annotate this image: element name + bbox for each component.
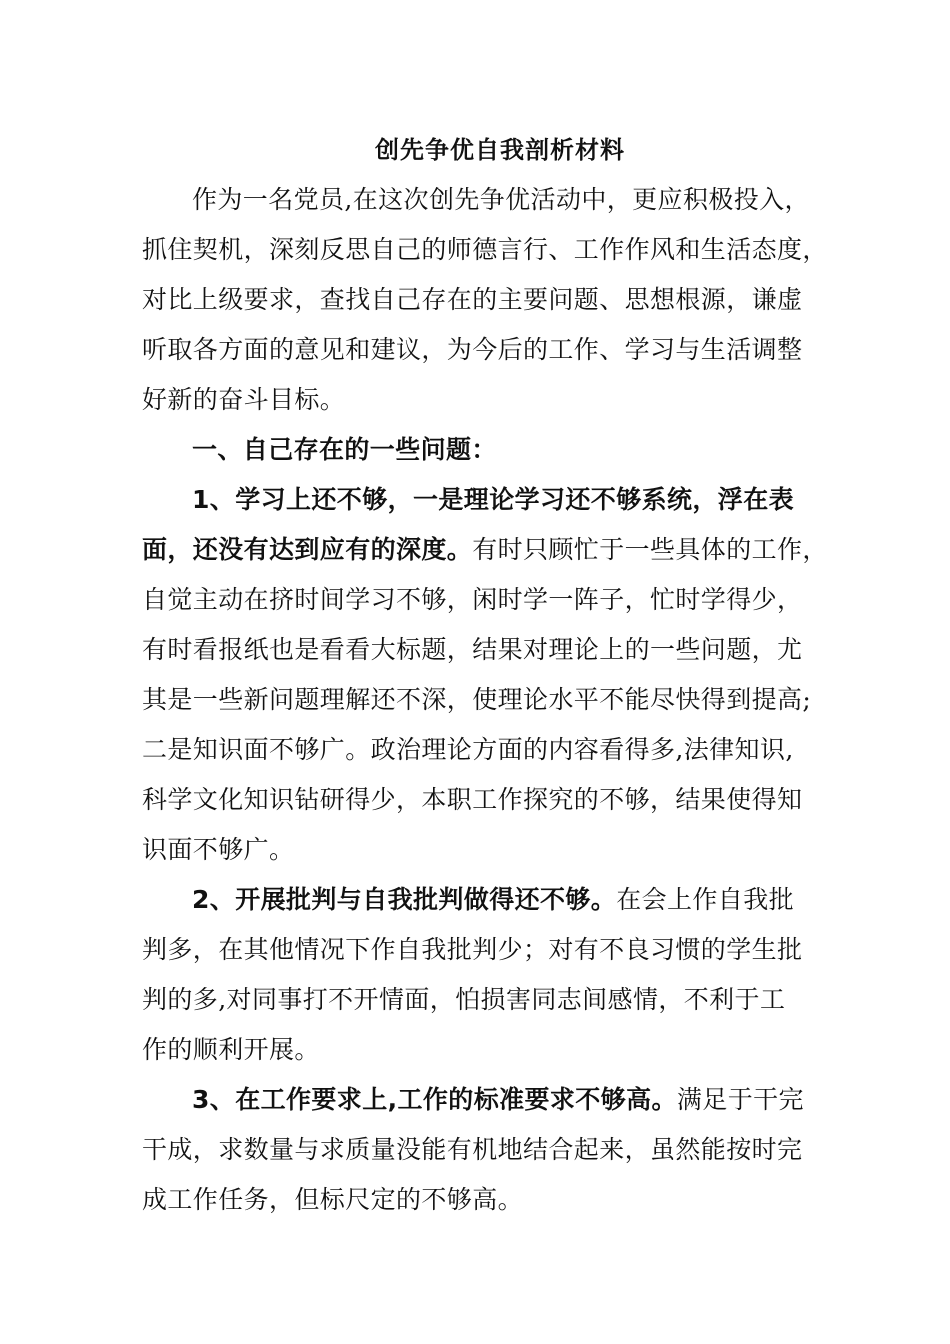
intro-line-3: 对比上级要求，查找自己存在的主要问题、思想根源，谦虚	[142, 285, 803, 314]
item1-line-7: 科学文化知识钻研得少，本职工作探究的不够，结果使得知	[142, 785, 803, 814]
item1-heading-line-2: 面，还没有达到应有的深度。	[142, 535, 473, 564]
item3-line-3: 成工作任务，但标尺定的不够高。	[142, 1185, 524, 1214]
intro-line-4: 听取各方面的意见和建议，为今后的工作、学习与生活调整	[142, 335, 803, 364]
item1-line-2-rest: 有时只顾忙于一些具体的工作，	[472, 535, 828, 564]
item2-line-2: 判多，在其他情况下作自我批判少；对有不良习惯的学生批	[142, 935, 803, 964]
item3-line-1	[192, 1083, 804, 1117]
document-title: 创先争优自我剖析材料	[375, 136, 625, 164]
item1-heading-line-1: 1、学习上还不够，一是理论学习还不够系统，浮在表	[192, 485, 794, 514]
item2-line-1-rest: 在会上作自我批	[616, 885, 795, 914]
item2-heading: 2、开展批判与自我批判做得还不够。	[192, 885, 617, 914]
item2-line-4: 作的顺利开展。	[142, 1035, 320, 1064]
item2-line-3: 判的多,对同事打不开情面，怕损害同志间感情，不利于工	[142, 985, 786, 1014]
section-heading: 一、自己存在的一些问题：	[192, 435, 497, 464]
item3-line-2: 干成，求数量与求质量没能有机地结合起来，虽然能按时完	[142, 1135, 803, 1164]
intro-line-5: 好新的奋斗目标。	[142, 385, 346, 414]
item1-line-2	[142, 533, 828, 567]
item1-line-5: 其是一些新问题理解还不深，使理论水平不能尽快得到提高;	[142, 685, 812, 714]
item1-line-6: 二是知识面不够广。政治理论方面的内容看得多,法律知识,	[142, 735, 794, 764]
item1-line-3: 自觉主动在挤时间学习不够，闲时学一阵子，忙时学得少，	[142, 585, 803, 614]
item3-line-1-rest: 满足于干完	[676, 1085, 804, 1114]
item1-line-8: 识面不够广。	[142, 835, 295, 864]
item1-line-4: 有时看报纸也是看看大标题，结果对理论上的一些问题，尤	[142, 635, 803, 664]
item2-line-1	[192, 883, 794, 917]
intro-line-1: 作为一名党员,在这次创先争优活动中，更应积极投入，	[192, 185, 810, 214]
intro-line-2: 抓住契机，深刻反思自己的师德言行、工作作风和生活态度，	[142, 235, 828, 264]
item3-heading: 3、在工作要求上,工作的标准要求不够高。	[192, 1085, 677, 1114]
